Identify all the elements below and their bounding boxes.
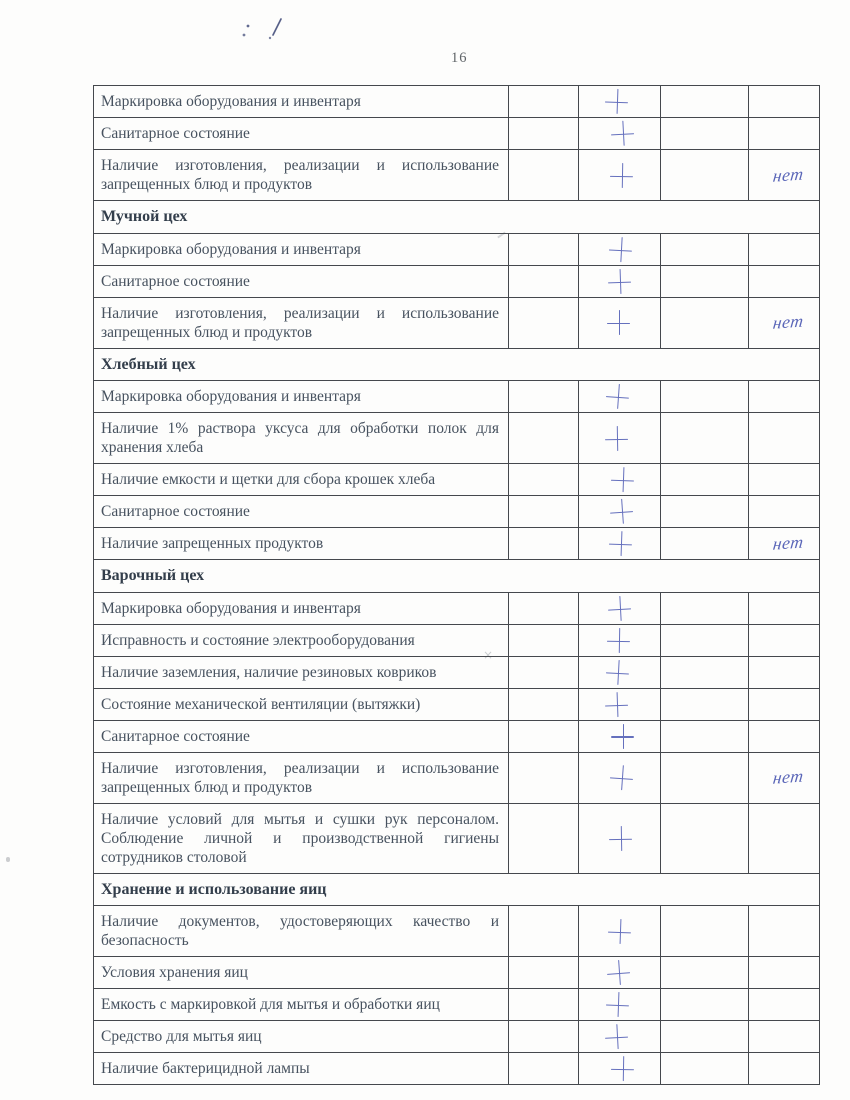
note-cell: [748, 689, 818, 720]
handwritten-plus-mark: [611, 1057, 634, 1080]
empty-cell: [508, 298, 578, 348]
row-label: Наличие условий для мытья и сушки рук персоналом. Соблюдение личной и производственной гигиены сотрудников столовой: [101, 810, 499, 866]
note-cell: [748, 234, 818, 265]
empty-cell: [660, 234, 748, 265]
empty-cell: [660, 689, 748, 720]
section-header-row: [94, 349, 819, 382]
empty-cell: [660, 118, 748, 149]
row-label: Санитарное состояние: [101, 727, 250, 745]
row-label: Наличие бактерицидной лампы: [101, 1060, 310, 1077]
handwritten-plus-mark: [610, 121, 634, 145]
check-cell: [578, 150, 660, 200]
table-row: [94, 150, 819, 201]
empty-cell: [660, 957, 748, 988]
note-cell: [748, 957, 818, 988]
table-row: [94, 804, 819, 874]
handwritten-plus-mark: [609, 532, 633, 556]
handwritten-plus-mark: [606, 960, 631, 985]
handwritten-note: нет: [772, 531, 805, 554]
row-label: Санитарное состояние: [101, 503, 250, 520]
handwritten-plus-mark: [609, 499, 634, 524]
handwritten-plus-mark: [607, 628, 630, 651]
empty-cell: [660, 381, 748, 412]
empty-cell: [508, 266, 578, 297]
check-cell: [578, 496, 660, 527]
check-cell: [578, 753, 660, 803]
note-cell: [748, 298, 818, 348]
empty-cell: [508, 86, 578, 117]
check-cell: [578, 657, 660, 688]
note-cell: [748, 413, 818, 463]
check-cell: [578, 528, 660, 559]
handwritten-plus-mark: [609, 765, 634, 790]
empty-cell: [508, 234, 578, 265]
handwritten-plus-mark: [611, 468, 635, 492]
check-cell: [578, 804, 660, 873]
empty-cell: [660, 1021, 748, 1052]
row-label: Наличие документов, удостоверяющих качество и безопасность: [101, 913, 499, 949]
empty-cell: [508, 1053, 578, 1084]
note-cell: [748, 150, 818, 200]
handwritten-plus-mark: [607, 596, 631, 620]
handwritten-plus-mark: [607, 311, 630, 334]
empty-cell: [508, 381, 578, 412]
table-row: [94, 266, 819, 298]
table-row: [94, 721, 819, 753]
empty-cell: [660, 86, 748, 117]
row-label: Наличие запрещенных продуктов: [101, 535, 324, 552]
empty-cell: [660, 804, 748, 873]
empty-cell: [660, 593, 748, 624]
check-cell: [578, 625, 660, 656]
note-cell: [748, 625, 818, 656]
note-cell: [748, 464, 818, 495]
table-row: [94, 989, 819, 1021]
empty-cell: [508, 413, 578, 463]
empty-cell: [660, 906, 748, 956]
empty-cell: [660, 298, 748, 348]
check-cell: [578, 689, 660, 720]
check-cell: [578, 86, 660, 117]
note-cell: [748, 381, 818, 412]
empty-cell: [660, 989, 748, 1020]
empty-cell: [508, 625, 578, 656]
row-label: Наличие заземления, наличие резиновых ковриков: [101, 663, 437, 681]
empty-cell: [660, 150, 748, 200]
section-header-row: [94, 201, 819, 234]
empty-cell: [660, 413, 748, 463]
empty-cell: [508, 528, 578, 559]
row-label: Условия хранения яиц: [101, 964, 248, 981]
handwritten-note: нет: [772, 310, 805, 333]
table-row: [94, 906, 819, 957]
table-row: [94, 234, 819, 266]
handwritten-plus-mark: [605, 660, 629, 684]
handwritten-plus-mark: [611, 725, 634, 748]
table-row: [94, 657, 819, 689]
empty-cell: [660, 528, 748, 559]
row-label: Маркировка оборудования и инвентаря: [101, 93, 361, 110]
handwritten-plus-mark: [608, 919, 632, 943]
section-header-label: Хлебный цех: [101, 355, 196, 373]
check-cell: [578, 464, 660, 495]
empty-cell: [660, 496, 748, 527]
note-cell: [748, 989, 818, 1020]
table-row: [94, 118, 819, 150]
row-label: Наличие изготовления, реализации и использование запрещенных блюд и продуктов: [101, 157, 499, 193]
row-label: Средство для мытья яиц: [101, 1028, 262, 1045]
row-label: Состояние механической вентиляции (вытяжки): [101, 695, 421, 713]
check-cell: [578, 298, 660, 348]
handwritten-plus-mark: [604, 1025, 628, 1049]
table-row: [94, 593, 819, 625]
check-cell: [578, 266, 660, 297]
empty-cell: [508, 721, 578, 752]
inspection-checklist-table: [93, 85, 820, 1085]
empty-cell: [508, 957, 578, 988]
empty-cell: [660, 1053, 748, 1084]
note-cell: [748, 657, 818, 688]
check-cell: [578, 957, 660, 988]
empty-cell: [660, 657, 748, 688]
empty-cell: [508, 118, 578, 149]
table-row: [94, 86, 819, 118]
check-cell: [578, 1021, 660, 1052]
handwritten-plus-mark: [605, 426, 628, 449]
note-cell: [748, 528, 818, 559]
table-row: [94, 957, 819, 989]
check-cell: [578, 381, 660, 412]
note-cell: [748, 86, 818, 117]
section-header-label: Мучной цех: [101, 208, 188, 225]
page-number: 16: [451, 50, 468, 66]
note-cell: [748, 496, 818, 527]
note-cell: [748, 118, 818, 149]
row-label: Санитарное состояние: [101, 125, 250, 142]
scan-speck: [6, 857, 10, 862]
handwritten-plus-mark: [606, 993, 630, 1017]
handwritten-plus-mark: [608, 269, 632, 293]
handwritten-note: нет: [772, 765, 805, 788]
empty-cell: [508, 804, 578, 873]
section-header-row: [94, 560, 819, 593]
empty-cell: [508, 1021, 578, 1052]
handwritten-plus-mark: [605, 692, 629, 716]
table-row: [94, 753, 819, 804]
note-cell: [748, 1053, 818, 1084]
empty-cell: [508, 657, 578, 688]
handwritten-plus-mark: [605, 384, 630, 409]
row-label: Наличие 1% раствора уксуса для обработки полок для хранения хлеба: [101, 420, 499, 456]
check-cell: [578, 413, 660, 463]
empty-cell: [508, 989, 578, 1020]
section-header-label: Варочный цех: [101, 567, 205, 584]
table-row: [94, 464, 819, 496]
handwritten-plus-mark: [609, 826, 632, 849]
check-cell: [578, 989, 660, 1020]
faint-pencil-x-mark: ×: [483, 648, 494, 662]
table-row: [94, 1021, 819, 1053]
empty-cell: [508, 496, 578, 527]
empty-cell: [660, 625, 748, 656]
note-cell: [748, 266, 818, 297]
table-row: [94, 298, 819, 349]
check-cell: [578, 234, 660, 265]
row-label: Наличие изготовления, реализации и использование запрещенных блюд и продуктов: [101, 304, 499, 341]
table-row: [94, 496, 819, 528]
check-cell: [578, 118, 660, 149]
empty-cell: [508, 906, 578, 956]
check-cell: [578, 721, 660, 752]
row-label: Маркировка оборудования и инвентаря: [101, 599, 361, 617]
note-cell: [748, 721, 818, 752]
handwritten-plus-mark: [605, 90, 629, 114]
empty-cell: [508, 593, 578, 624]
note-cell: [748, 804, 818, 873]
table-row: [94, 413, 819, 464]
empty-cell: [508, 753, 578, 803]
row-label: Наличие емкости и щетки для сбора крошек хлеба: [101, 471, 436, 488]
empty-cell: [660, 753, 748, 803]
row-label: Маркировка оборудования и инвентаря: [101, 388, 361, 405]
empty-cell: [508, 689, 578, 720]
table-row: [94, 1053, 819, 1085]
table-row: [94, 528, 819, 560]
row-label: Исправность и состояние электрооборудования: [101, 631, 415, 649]
check-cell: [578, 593, 660, 624]
empty-cell: [508, 150, 578, 200]
check-cell: [578, 1053, 660, 1084]
handwritten-note: нет: [772, 163, 805, 186]
handwritten-plus-mark: [608, 237, 632, 261]
table-row: [94, 689, 819, 721]
note-cell: [748, 753, 818, 803]
table-row: [94, 381, 819, 413]
empty-cell: [660, 266, 748, 297]
row-label: Санитарное состояние: [101, 272, 250, 290]
empty-cell: [660, 721, 748, 752]
note-cell: [748, 906, 818, 956]
note-cell: [748, 593, 818, 624]
pen-scribble-marks: [237, 13, 295, 43]
row-label: Емкость с маркировкой для мытья и обработки яиц: [101, 996, 440, 1013]
empty-cell: [508, 464, 578, 495]
note-cell: [748, 1021, 818, 1052]
table-row: [94, 625, 819, 657]
handwritten-plus-mark: [610, 163, 633, 186]
section-header-row: [94, 874, 819, 907]
row-label: Маркировка оборудования и инвентаря: [101, 240, 361, 258]
section-header-label: Хранение и использование яиц: [101, 880, 327, 898]
check-cell: [578, 906, 660, 956]
empty-cell: [660, 464, 748, 495]
row-label: Наличие изготовления, реализации и использование запрещенных блюд и продуктов: [101, 759, 499, 796]
